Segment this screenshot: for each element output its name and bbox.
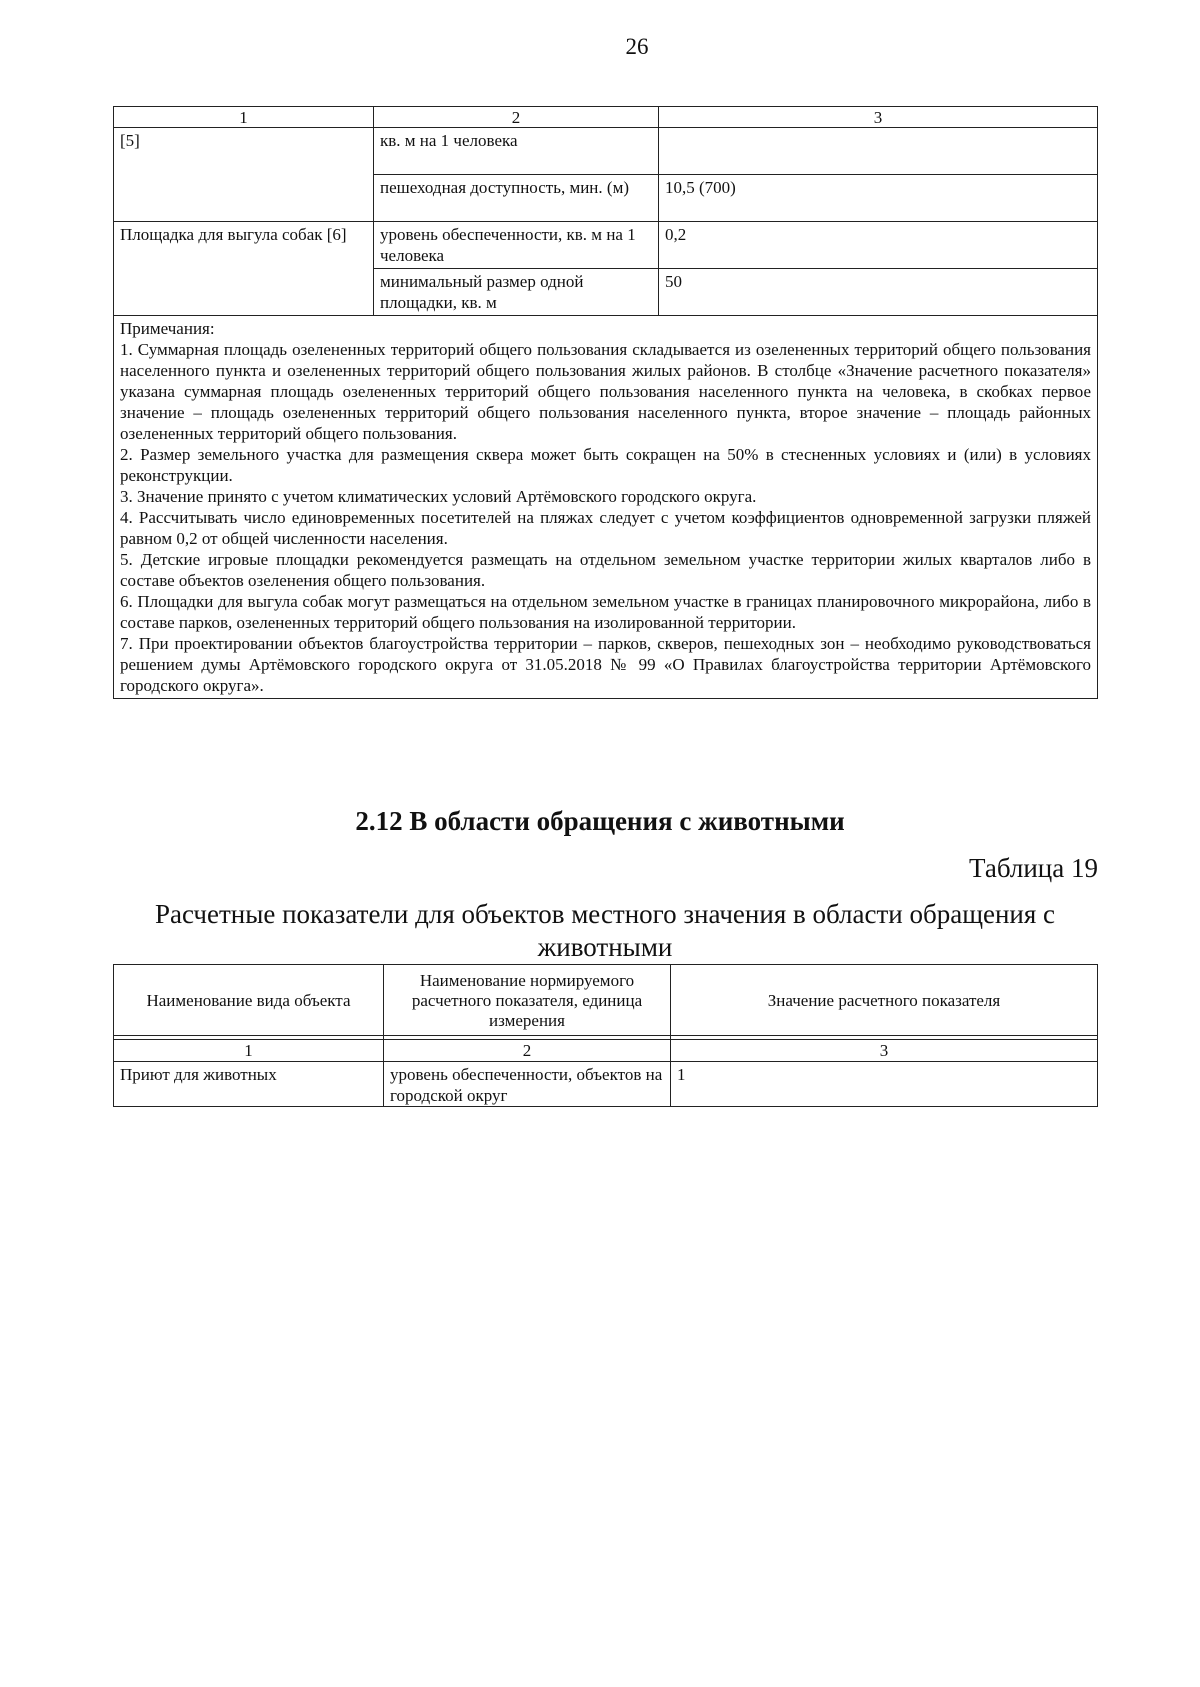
table-cell: пешеходная доступность, мин. (м) <box>374 175 659 222</box>
table-cell: 50 <box>659 269 1098 316</box>
header-cell: Значение расчетного показателя <box>671 965 1098 1036</box>
number-cell: 2 <box>384 1040 671 1062</box>
table-header-row <box>114 107 1098 128</box>
table-row <box>114 222 1098 269</box>
note-item: 6. Площадки для выгула собак могут размещаться на отдельном земельном участке в границах планировочного микрорайона, либо в составе парков, озелененных территорий общего пользования на изолированной территории. <box>120 592 1091 632</box>
table-header-row <box>114 965 1098 1036</box>
note-item: 3. Значение принято с учетом климатических условий Артёмовского городского округа. <box>120 487 757 506</box>
notes-row <box>114 316 1098 699</box>
table-number-row <box>114 1040 1098 1062</box>
note-item: 2. Размер земельного участка для размещения сквера может быть сокращен на 50% в стесненных условиях и (или) в условиях реконструкции. <box>120 445 1091 485</box>
table-cell: минимальный размер одной площадки, кв. м <box>374 269 659 316</box>
number-cell: 3 <box>671 1040 1098 1062</box>
note-item: 5. Детские игровые площадки рекомендуется размещать на отдельном земельном участке территории жилых кварталов либо в составе объектов озеленения общего пользования. <box>120 550 1091 590</box>
notes-cell <box>114 316 1098 699</box>
header-cell: 1 <box>114 107 374 128</box>
table-cell: уровень обеспеченности, кв. м на 1 человека <box>374 222 659 269</box>
section-title: 2.12 В области обращения с животными <box>355 806 845 836</box>
header-cell: Наименование вида объекта <box>114 965 384 1036</box>
table-label: Таблица 19 <box>969 853 1098 883</box>
note-item: 1. Суммарная площадь озелененных территорий общего пользования складывается из озелененных территорий общего пользования населенного пункта и озелененных территорий общего пользования жилых районов. В столбце «Значение расчетного показателя» указана суммарная площадь озелененных территорий общего пользования населенного пункта на человека, в скобках первое значение – площадь озелененных территорий общего пользования населенного пункта, второе значение – площадь районных озелененных территорий общего пользования. <box>120 340 1091 443</box>
table-continued <box>113 106 1098 699</box>
table-19 <box>113 964 1098 1107</box>
table-cell: 0,2 <box>659 222 1098 269</box>
table-cell: 10,5 (700) <box>659 175 1098 222</box>
header-cell: 2 <box>374 107 659 128</box>
table-cell <box>659 128 1098 175</box>
table-cell: Площадка для выгула собак [6] <box>114 222 374 316</box>
header-cell: Наименование нормируемого расчетного показателя, единица измерения <box>384 965 671 1036</box>
table-cell: [5] <box>114 128 374 222</box>
table-cell: Приют для животных <box>114 1062 384 1107</box>
table-row <box>114 1062 1098 1107</box>
table-row <box>114 128 1098 175</box>
notes-title: Примечания: <box>120 319 215 338</box>
table-cell: уровень обеспеченности, объектов на городской округ <box>384 1062 671 1107</box>
table-cell: кв. м на 1 человека <box>374 128 659 175</box>
number-cell: 1 <box>114 1040 384 1062</box>
note-item: 4. Рассчитывать число единовременных посетителей на пляжах следует с учетом коэффициентов одновременной загрузки пляжей равном 0,2 от общей численности населения. <box>120 508 1091 548</box>
page-number: 26 <box>625 34 649 59</box>
note-item: 7. При проектировании объектов благоустройства территории – парков, скверов, пешеходных зон – необходимо руководствоваться решением думы Артёмовского городского округа от 31.05.2018 № 99 «О Правилах благоустройства территории Артёмовского городского округа». <box>120 634 1091 695</box>
table-cell: 1 <box>671 1062 1098 1107</box>
header-cell: 3 <box>659 107 1098 128</box>
table-title: Расчетные показатели для объектов местного значения в области обращения с животными <box>154 899 1056 962</box>
